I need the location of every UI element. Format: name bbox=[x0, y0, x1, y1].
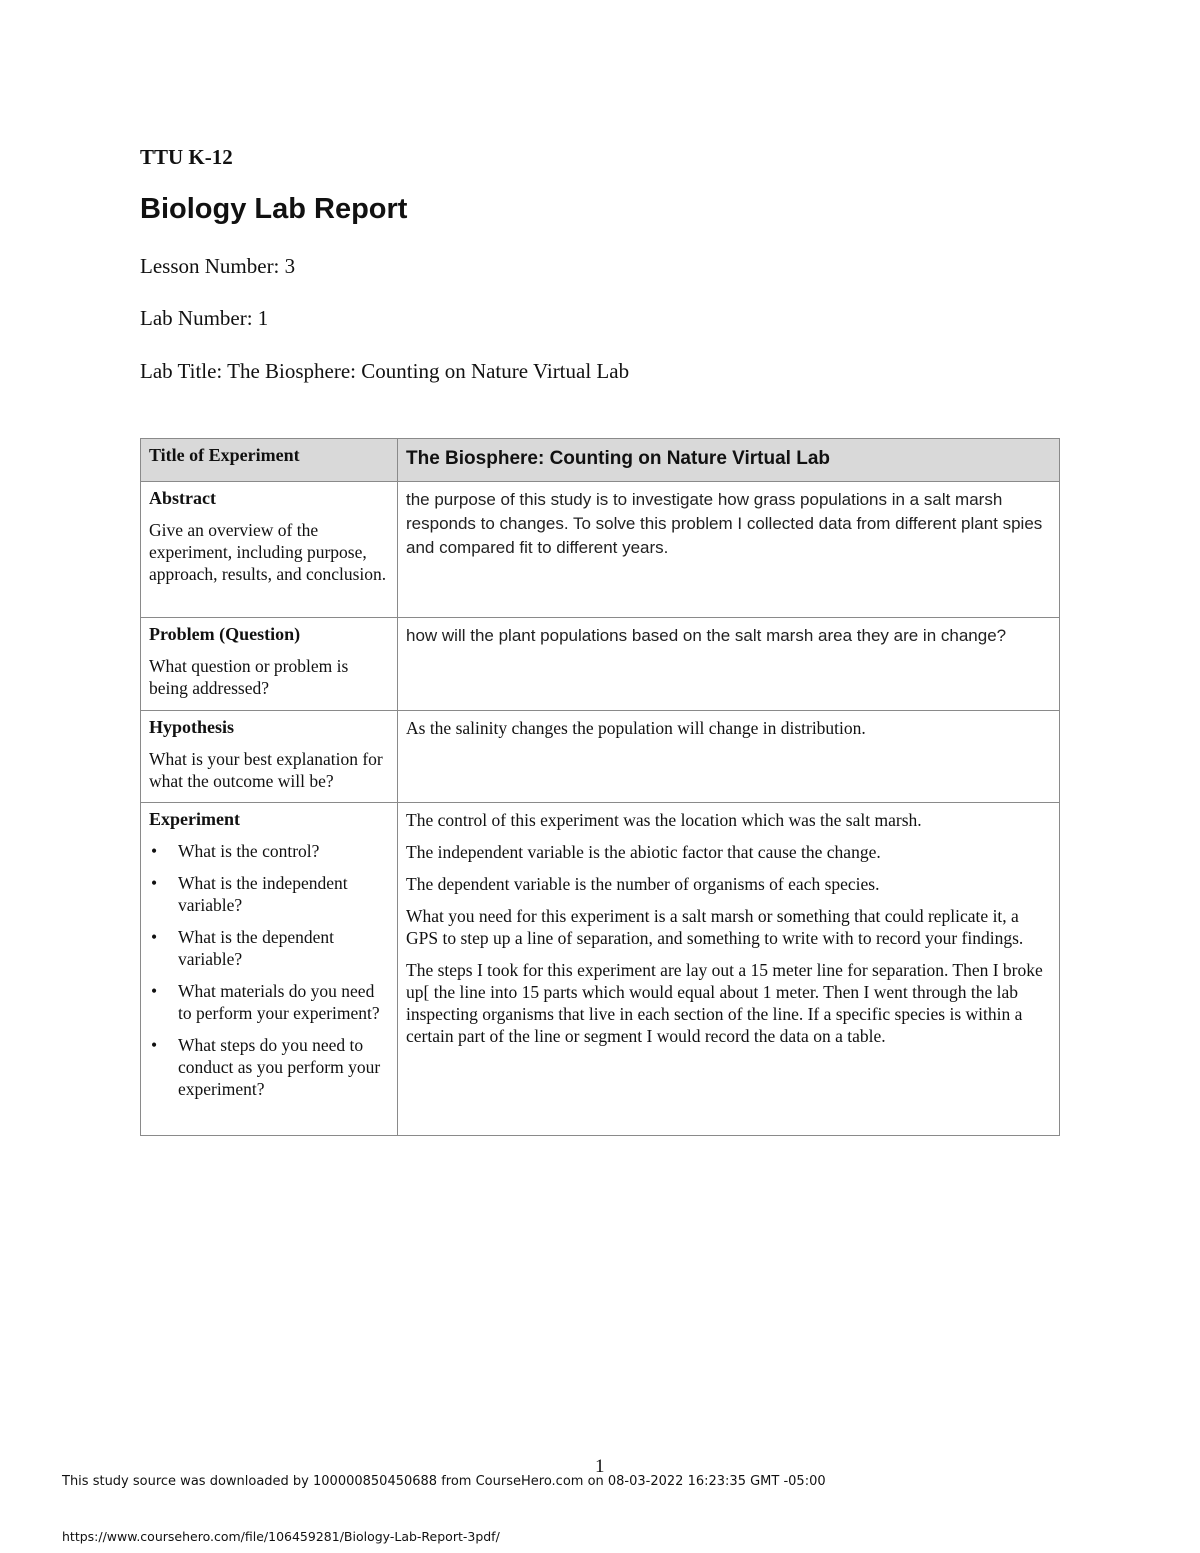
problem-answer: how will the plant populations based on the salt marsh area they are in change? bbox=[406, 626, 1007, 645]
list-item: • What is the dependent variable? bbox=[151, 927, 334, 969]
lab-report-table bbox=[140, 438, 1060, 1136]
table-row-hypothesis bbox=[141, 711, 1060, 803]
page-number: 1 bbox=[595, 1456, 605, 1477]
list-item: • What is the control? bbox=[151, 841, 320, 861]
lab-number: Lab Number: 1 bbox=[140, 306, 269, 330]
hypothesis-hint: What is your best explanation for what the outcome will be? bbox=[149, 749, 383, 791]
abstract-label: Abstract bbox=[149, 488, 216, 508]
bullet-icon: • bbox=[151, 981, 158, 1001]
title-value-cell bbox=[398, 439, 1060, 482]
bullet-icon: • bbox=[151, 1035, 158, 1055]
lab-title: Lab Title: The Biosphere: Counting on Nature Virtual Lab bbox=[140, 359, 630, 383]
hypothesis-answer: As the salinity changes the population will change in distribution. bbox=[406, 718, 866, 738]
independent-variable-answer: The independent variable is the abiotic factor that cause the change. bbox=[406, 842, 881, 862]
abstract-answer-cell bbox=[398, 482, 1060, 618]
list-item: • What materials do you need to perform your experiment? bbox=[151, 981, 380, 1023]
list-item: • What is the independent variable? bbox=[151, 873, 348, 915]
lesson-number: Lesson Number: 3 bbox=[140, 254, 296, 278]
hypothesis-label-cell bbox=[141, 711, 398, 803]
table-row-problem bbox=[141, 618, 1060, 711]
problem-label: Problem (Question) bbox=[149, 624, 301, 644]
report-title: Biology Lab Report bbox=[140, 193, 408, 225]
experiment-questions bbox=[149, 840, 389, 1100]
steps-answer: The steps I took for this experiment are lay out a 15 meter line for separation. Then I broke up[ the line into 15 parts which would equal about 1 meter. Then I went through the lab inspecting organisms that live in each section of the line. If a specific species is within a certain part of the line or segment I would record the data on a table. bbox=[406, 960, 1043, 1046]
bullet-icon: • bbox=[151, 841, 158, 861]
problem-label-cell bbox=[141, 618, 398, 711]
problem-hint: What question or problem is being addressed? bbox=[149, 656, 349, 698]
hypothesis-label: Hypothesis bbox=[149, 717, 235, 737]
hypothesis-answer-cell bbox=[398, 711, 1060, 803]
control-answer: The control of this experiment was the location which was the salt marsh. bbox=[406, 810, 922, 830]
table-row-title bbox=[141, 439, 1060, 482]
table-row-abstract bbox=[141, 482, 1060, 618]
table-row-experiment bbox=[141, 803, 1060, 1136]
title-value: The Biosphere: Counting on Nature Virtual Lab bbox=[406, 448, 831, 469]
source-note: This study source was downloaded by 100000850450688 from CourseHero.com on 08-03-2022 16:23:35 GMT -05:00 bbox=[62, 1474, 826, 1489]
experiment-label-cell bbox=[141, 803, 398, 1136]
materials-answer: What you need for this experiment is a salt marsh or something that could replicate it, a GPS to step up a line of separation, and something to write with to record your findings. bbox=[406, 906, 1024, 948]
abstract-hint: Give an overview of the experiment, including purpose, approach, results, and conclusion. bbox=[149, 520, 387, 584]
list-item: • What steps do you need to conduct as you perform your experiment? bbox=[151, 1035, 381, 1099]
organization-name: TTU K-12 bbox=[140, 145, 233, 169]
title-label-cell bbox=[141, 439, 398, 482]
problem-answer-cell bbox=[398, 618, 1060, 711]
abstract-answer: the purpose of this study is to investigate how grass populations in a salt marsh responds to changes. To solve this problem I collected data from different plant spies and compared fit to different years. bbox=[406, 490, 1043, 557]
abstract-label-cell bbox=[141, 482, 398, 618]
bullet-icon: • bbox=[151, 873, 158, 893]
dependent-variable-answer: The dependent variable is the number of organisms of each species. bbox=[406, 874, 880, 894]
bullet-icon: • bbox=[151, 927, 158, 947]
title-label: Title of Experiment bbox=[149, 445, 300, 465]
experiment-label: Experiment bbox=[149, 809, 240, 829]
source-url: https://www.coursehero.com/file/106459281/Biology-Lab-Report-3pdf/ bbox=[62, 1529, 500, 1544]
experiment-answer-cell bbox=[398, 803, 1060, 1136]
